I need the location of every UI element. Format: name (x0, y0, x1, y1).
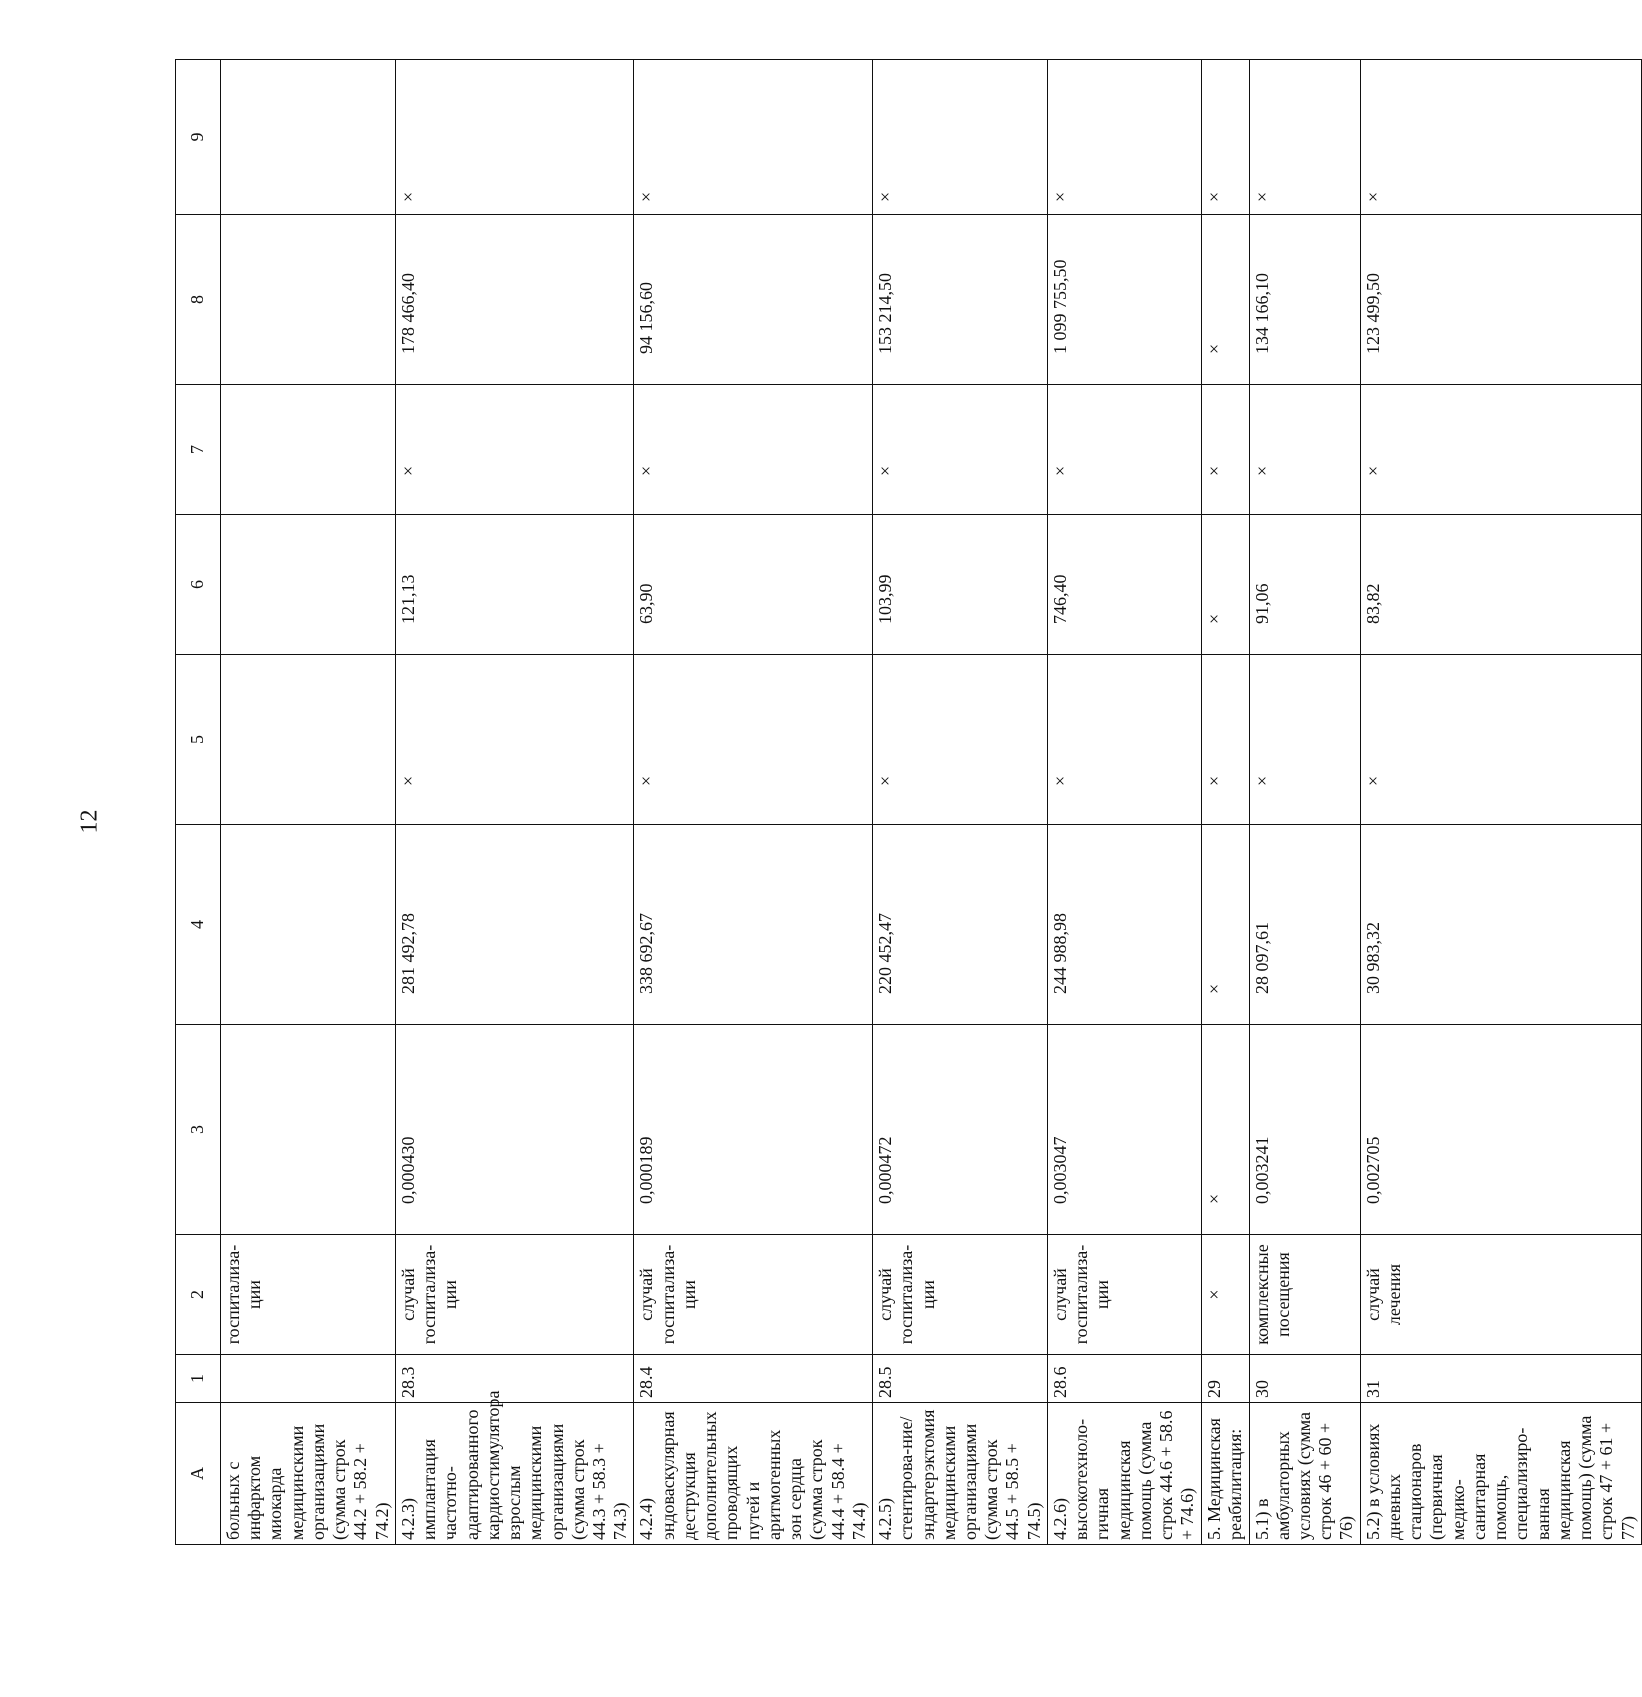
cell-4: 281 492,78 (395, 825, 634, 1025)
cell-2: случай госпитализа-ции (395, 1235, 634, 1355)
table-row (1360, 60, 1641, 1545)
cell-7: × (634, 385, 873, 515)
cell-8: 153 214,50 (873, 215, 1048, 385)
cell-5: × (1249, 655, 1360, 825)
cell-3 (221, 1025, 396, 1235)
cell-8: 123 499,50 (1360, 215, 1641, 385)
cell-2: госпитализа-ции (221, 1235, 396, 1355)
table-row (634, 60, 873, 1545)
table-row (221, 60, 396, 1545)
cell-4: 28 097,61 (1249, 825, 1360, 1025)
cell-8: 178 466,40 (395, 215, 634, 385)
data-table (175, 59, 1642, 1545)
cell-1: 29 (1201, 1355, 1249, 1403)
cell-1: 28.5 (873, 1355, 1048, 1403)
cell-6: 83,82 (1360, 515, 1641, 655)
cell-3: 0,003047 (1047, 1025, 1201, 1235)
cell-6: 121,13 (395, 515, 634, 655)
cell-3: 0,002705 (1360, 1025, 1641, 1235)
cell-5: × (1360, 655, 1641, 825)
table-row (873, 60, 1048, 1545)
cell-7: × (873, 385, 1048, 515)
cell-9 (221, 60, 396, 215)
cell-1: 28.6 (1047, 1355, 1201, 1403)
cell-5: × (873, 655, 1048, 825)
cell-7: × (395, 385, 634, 515)
column-header-5: 5 (176, 655, 221, 825)
cell-4 (221, 825, 396, 1025)
cell-7 (221, 385, 396, 515)
cell-4: 338 692,67 (634, 825, 873, 1025)
cell-1: 30 (1249, 1355, 1360, 1403)
cell-6: 63,90 (634, 515, 873, 655)
column-header-9: 9 (176, 60, 221, 215)
cell-4: × (1201, 825, 1249, 1025)
column-header-3: 3 (176, 1025, 221, 1235)
cell-3: 0,000472 (873, 1025, 1048, 1235)
cell-2: случай госпитализа-ции (1047, 1235, 1201, 1355)
cell-a: 5. Медицинская реабилитация: (1201, 1403, 1249, 1545)
table-row (1249, 60, 1360, 1545)
cell-7: × (1249, 385, 1360, 515)
cell-1 (221, 1355, 396, 1403)
cell-4: 30 983,32 (1360, 825, 1641, 1025)
cell-5: × (1047, 655, 1201, 825)
column-header-6: 6 (176, 515, 221, 655)
cell-9: × (1047, 60, 1201, 215)
cell-6 (221, 515, 396, 655)
cell-2: комплексные посещения (1249, 1235, 1360, 1355)
cell-6: × (1201, 515, 1249, 655)
column-header-7: 7 (176, 385, 221, 515)
cell-a: 4.2.4) эндоваскулярная деструкция дополнительных проводящих путей и аритмогенных зон сердца (сумма строк 44.4 + 58.4 + 74.4) (634, 1403, 873, 1545)
cell-7: × (1047, 385, 1201, 515)
cell-2: случай госпитализа-ции (873, 1235, 1048, 1355)
column-header-4: 4 (176, 825, 221, 1025)
table-row (395, 60, 634, 1545)
cell-6: 103,99 (873, 515, 1048, 655)
cell-a: больных с инфарктом миокарда медицинскими организациями (сумма строк 44.2 + 58.2 + 74.2) (221, 1403, 396, 1545)
cell-9: × (395, 60, 634, 215)
table-row (1047, 60, 1201, 1545)
cell-a: 4.2.5) стентирова-ние/эндартерэктомия медицинскими организациями (сумма строк 44.5 + 58.5 + 74.5) (873, 1403, 1048, 1545)
cell-9: × (1201, 60, 1249, 215)
cell-6: 91,06 (1249, 515, 1360, 655)
cell-5 (221, 655, 396, 825)
header-row (176, 60, 221, 1545)
cell-a: 4.2.3) имплантация частотно-адаптированного кардиостимулятора взрослым медицинскими организациями (сумма строк 44.3 + 58.3 + 74.3) (395, 1403, 634, 1545)
cell-4: 220 452,47 (873, 825, 1048, 1025)
cell-2: случай лечения (1360, 1235, 1641, 1355)
cell-6: 746,40 (1047, 515, 1201, 655)
cell-9: × (873, 60, 1048, 215)
cell-2: × (1201, 1235, 1249, 1355)
cell-a: 5.2) в условиях дневных стационаров (первичная медико-санитарная помощь, специализиро-ванная медицинская помощь) (сумма строк 47 + 61 + 77) (1360, 1403, 1641, 1545)
cell-7: × (1201, 385, 1249, 515)
cell-a: 5.1) в амбулаторных условиях (сумма строк 46 + 60 + 76) (1249, 1403, 1360, 1545)
cell-1: 28.3 (395, 1355, 634, 1403)
cell-2: случай госпитализа-ции (634, 1235, 873, 1355)
page-number: 12 (76, 809, 103, 834)
cell-4: 244 988,98 (1047, 825, 1201, 1025)
column-header-2: 2 (176, 1235, 221, 1355)
cell-3: × (1201, 1025, 1249, 1235)
cell-8: 94 156,60 (634, 215, 873, 385)
cell-8 (221, 215, 396, 385)
column-header-8: 8 (176, 215, 221, 385)
table-row (1201, 60, 1249, 1545)
cell-3: 0,000430 (395, 1025, 634, 1235)
cell-5: × (395, 655, 634, 825)
cell-7: × (1360, 385, 1641, 515)
cell-8: 1 099 755,50 (1047, 215, 1201, 385)
column-header-1: 1 (176, 1355, 221, 1403)
cell-5: × (634, 655, 873, 825)
cell-3: 0,000189 (634, 1025, 873, 1235)
cell-5: × (1201, 655, 1249, 825)
cell-9: × (1249, 60, 1360, 215)
cell-8: 134 166,10 (1249, 215, 1360, 385)
cell-8: × (1201, 215, 1249, 385)
cell-1: 31 (1360, 1355, 1641, 1403)
cell-9: × (1360, 60, 1641, 215)
cell-9: × (634, 60, 873, 215)
column-header-a: A (176, 1403, 221, 1545)
cell-a: 4.2.6) высокотехноло-гичная медицинская помощь (сумма строк 44.6 + 58.6 + 74.6) (1047, 1403, 1201, 1545)
table-container (175, 60, 1638, 1545)
cell-1: 28.4 (634, 1355, 873, 1403)
cell-3: 0,003241 (1249, 1025, 1360, 1235)
